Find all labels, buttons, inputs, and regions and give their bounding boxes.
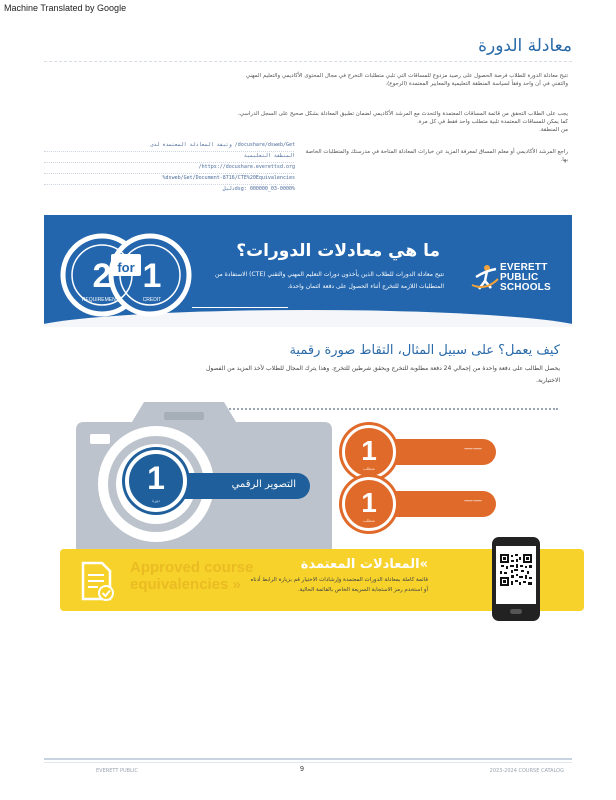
cta-text: قائمة كاملة بمعادلة الدورات المعتمدة وإرشادات الاختيار قم بزيارة الرابط أدناه أو استخدم رمز الاستجابة السريعة الخاص بالقائمة الحالية. xyxy=(250,577,428,593)
everett-swoosh-icon xyxy=(470,263,500,291)
reference-divider xyxy=(44,184,294,185)
everett-logo xyxy=(464,215,572,327)
requirement-count-label-1: متطلب xyxy=(363,466,375,471)
qr-code-icon[interactable] xyxy=(499,553,533,587)
cta-title[interactable]: »المعادلات المعتمدة xyxy=(300,557,428,572)
requirement-count-2: 1 xyxy=(361,487,377,518)
logo-line-3: SCHOOLS xyxy=(500,282,551,293)
logo-text xyxy=(500,263,551,293)
logo-line-1: EVERETT xyxy=(500,262,548,273)
footer-left-text: EVERETT PUBLIC xyxy=(96,768,138,774)
course-count: 1 xyxy=(147,460,165,496)
reference-link[interactable]: https://docushare.everettsd.org/ xyxy=(198,164,295,170)
badge-right-number: 1 xyxy=(142,257,162,295)
intro-paragraph-2-tail: من المنطقة. xyxy=(539,127,568,133)
course-name: التصوير الرقمي xyxy=(231,479,296,490)
phone-qr-icon xyxy=(492,537,540,621)
footer-right-text: 2023-2024 COURSE CATALOG xyxy=(489,768,564,774)
reference-divider xyxy=(44,162,294,163)
footer-divider-thin xyxy=(44,762,572,763)
intro-paragraph-1: تتيح معادلة الدورة للطلاب فرصة الحصول على رصيد مزدوج للمساقات التي تلبي متطلبات التخرج في مجال المحتوى الأكاديمي والتعليم المهني والتقني في آن واحد وفقاً لسياسة المنطقة التعليمية والمعايير المعتمدة (الرجوع). xyxy=(245,73,568,87)
requirement-circle-2 xyxy=(342,477,396,531)
cta-ghost-line-2: equivalencies » xyxy=(130,576,241,593)
reference-divider xyxy=(44,173,294,174)
requirement-circle-1 xyxy=(342,425,396,479)
phone-home-button xyxy=(510,609,522,614)
page-number: 9 xyxy=(300,766,304,773)
intro-paragraph-2-text: يجب على الطلاب التحقق من قائمة المساقات المعتمدة والتحدث مع المرشد الأكاديمي لضمان تطبيق المعادلة بشكل صحيح على السجل الدراسي، كما يمكن للمساقات المعتمدة تلبية متطلب واحد فقط في كل مرة. xyxy=(237,111,568,125)
requirement-count-label-2: متطلب xyxy=(363,518,375,523)
intro-paragraph-3: راجع المرشد الأكاديمي أو معلم المساق لمعرفة المزيد عن خيارات المعادلة المتاحة في مدرستك والمتطلبات الخاصة بها. xyxy=(305,149,568,163)
requirement-label-1: —— xyxy=(464,444,482,454)
logo-line-2: PUBLIC xyxy=(500,272,539,283)
reference-links xyxy=(150,140,295,195)
how-it-works-text: يحصل الطالب على دفعة واحدة من إجمالي 24 دفعة مطلوبة للتخرج ويحقق شرطين للتخرج. وهذا يترك المجال للطلاب لأخذ المزيد من الفصول الاختيارية. xyxy=(206,365,560,384)
page-heading: معادلة الدورة xyxy=(478,36,572,56)
requirement-label-2: —— xyxy=(464,496,482,506)
cta-ghost-line-1: Approved course xyxy=(130,559,254,576)
two-for-one-badge xyxy=(58,230,192,320)
document-check-icon xyxy=(80,561,114,601)
banner-underline xyxy=(192,307,288,308)
reference-link[interactable]: dsweb/Get/Document-8716/CTE%20Equivalencies% xyxy=(162,175,295,181)
badge-credit-label: CREDIT xyxy=(142,297,162,303)
banner-title: ما هي معادلات الدورات؟ xyxy=(236,241,440,261)
reference-link[interactable]: docushare/dsweb/Get/ وثيقة المعادلة المعتمدة لدى المنطقة التعليمية xyxy=(150,142,295,159)
heading-divider xyxy=(44,61,572,62)
banner-text: تتيح معادلة الدورات للطلاب الذين يأخذون دورات التعليم المهني والتقني (CTE) الاستفادة من المتطلبات اللازمة للتخرج أثناء الحصول على دفعة ائتمان واحدة. xyxy=(214,271,444,290)
requirement-count-1: 1 xyxy=(361,435,377,466)
intro-paragraph-2 xyxy=(230,110,568,134)
machine-translated-label: Machine Translated by Google xyxy=(4,3,127,13)
badge-left-number: 2 xyxy=(92,257,112,295)
badge-requirements-label: REQUIREMENTS xyxy=(81,297,123,303)
phone-screen xyxy=(496,546,536,604)
reference-divider xyxy=(44,151,294,152)
course-count-circle xyxy=(125,450,187,512)
footer-divider xyxy=(44,758,572,760)
course-count-label: دورة xyxy=(152,498,160,503)
how-it-works-heading: كيف يعمل؟ على سبيل المثال، التقاط صورة رقمية xyxy=(289,343,560,358)
badge-for-label: for xyxy=(117,260,135,275)
cta-ghost-text xyxy=(130,559,253,593)
reference-link[interactable]: dsg: 000000_03-0000%دليل xyxy=(222,186,295,192)
